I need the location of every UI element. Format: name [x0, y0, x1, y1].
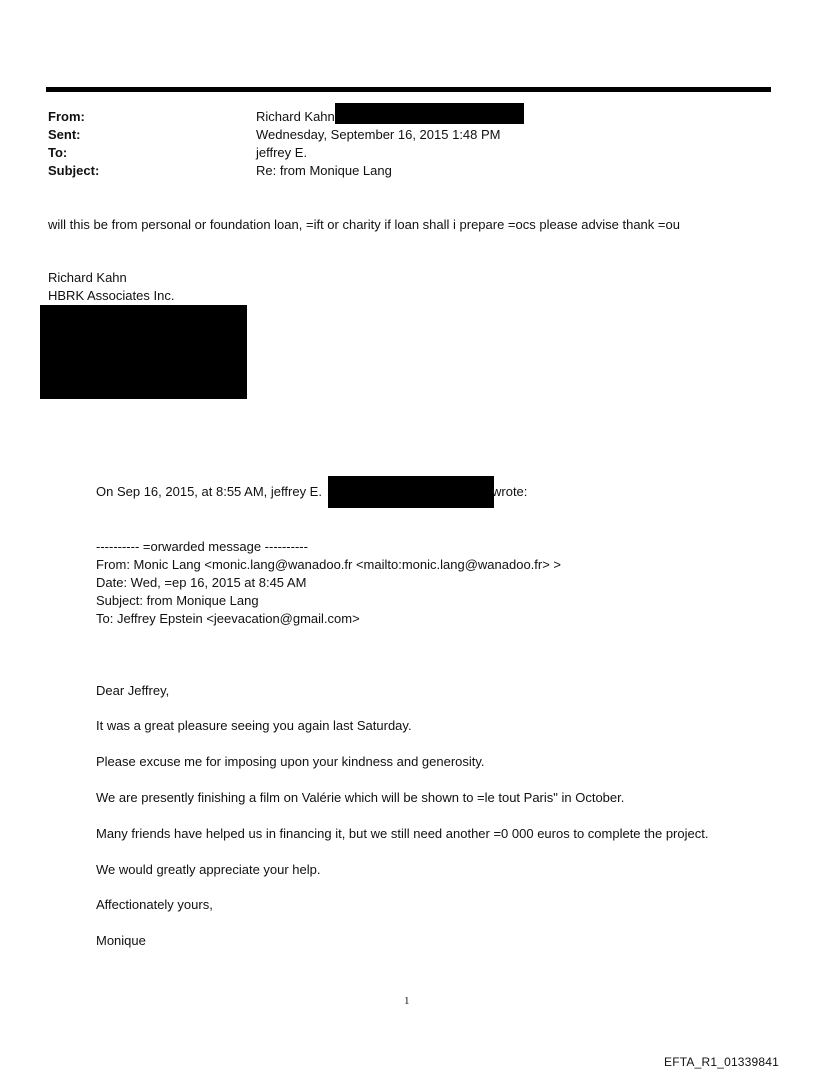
letter-paragraph-1: It was a great pleasure seeing you again last Saturday. [96, 718, 412, 733]
to-label: To: [48, 145, 68, 160]
forward-date: Date: Wed, =ep 16, 2015 at 8:45 AM [96, 575, 307, 590]
document-id: EFTA_R1_01339841 [664, 1055, 780, 1069]
letter-paragraph-5: We would greatly appreciate your help. [96, 862, 321, 877]
redaction-box-from [335, 103, 524, 124]
letter-closing: Affectionately yours, [96, 897, 213, 912]
letter-paragraph-2: Please excuse me for imposing upon your kindness and generosity. [96, 754, 485, 769]
letter-signature: Monique [96, 933, 146, 948]
quoted-intro-suffix: wrote: [492, 484, 528, 499]
to-value: jeffrey E. [256, 145, 308, 160]
from-value: Richard Kahn [256, 109, 335, 124]
letter-paragraph-3: We are presently finishing a film on Valérie which will be shown to =le tout Paris" in October. [96, 790, 625, 805]
subject-value: Re: from Monique Lang [256, 163, 392, 178]
signature-company: HBRK Associates Inc. [48, 288, 175, 303]
forward-divider: ---------- =orwarded message ---------- [96, 539, 308, 554]
quoted-intro-prefix: On Sep 16, 2015, at 8:55 AM, jeffrey E. [96, 484, 322, 499]
header-rule [46, 87, 771, 92]
signature-name: Richard Kahn [48, 270, 127, 285]
forward-from: From: Monic Lang <monic.lang@wanadoo.fr <mailto:monic.lang@wanadoo.fr> > [96, 557, 562, 572]
forward-to: To: Jeffrey Epstein <jeevacation@gmail.com> [96, 611, 360, 626]
sent-value: Wednesday, September 16, 2015 1:48 PM [256, 127, 501, 142]
subject-label: Subject: [48, 163, 100, 178]
redaction-box-signature [40, 305, 247, 399]
redaction-box-email [328, 476, 494, 508]
sent-label: Sent: [48, 127, 81, 142]
reply-body: will this be from personal or foundation loan, =ift or charity if loan shall i prepare =ocs please advise thank =ou [48, 217, 680, 232]
forward-subject: Subject: from Monique Lang [96, 593, 259, 608]
letter-paragraph-4: Many friends have helped us in financing it, but we still need another =0 000 euros to complete the project. [96, 826, 709, 841]
letter-salutation: Dear Jeffrey, [96, 683, 170, 698]
page-number: 1 [404, 995, 410, 1007]
from-label: From: [48, 109, 85, 124]
